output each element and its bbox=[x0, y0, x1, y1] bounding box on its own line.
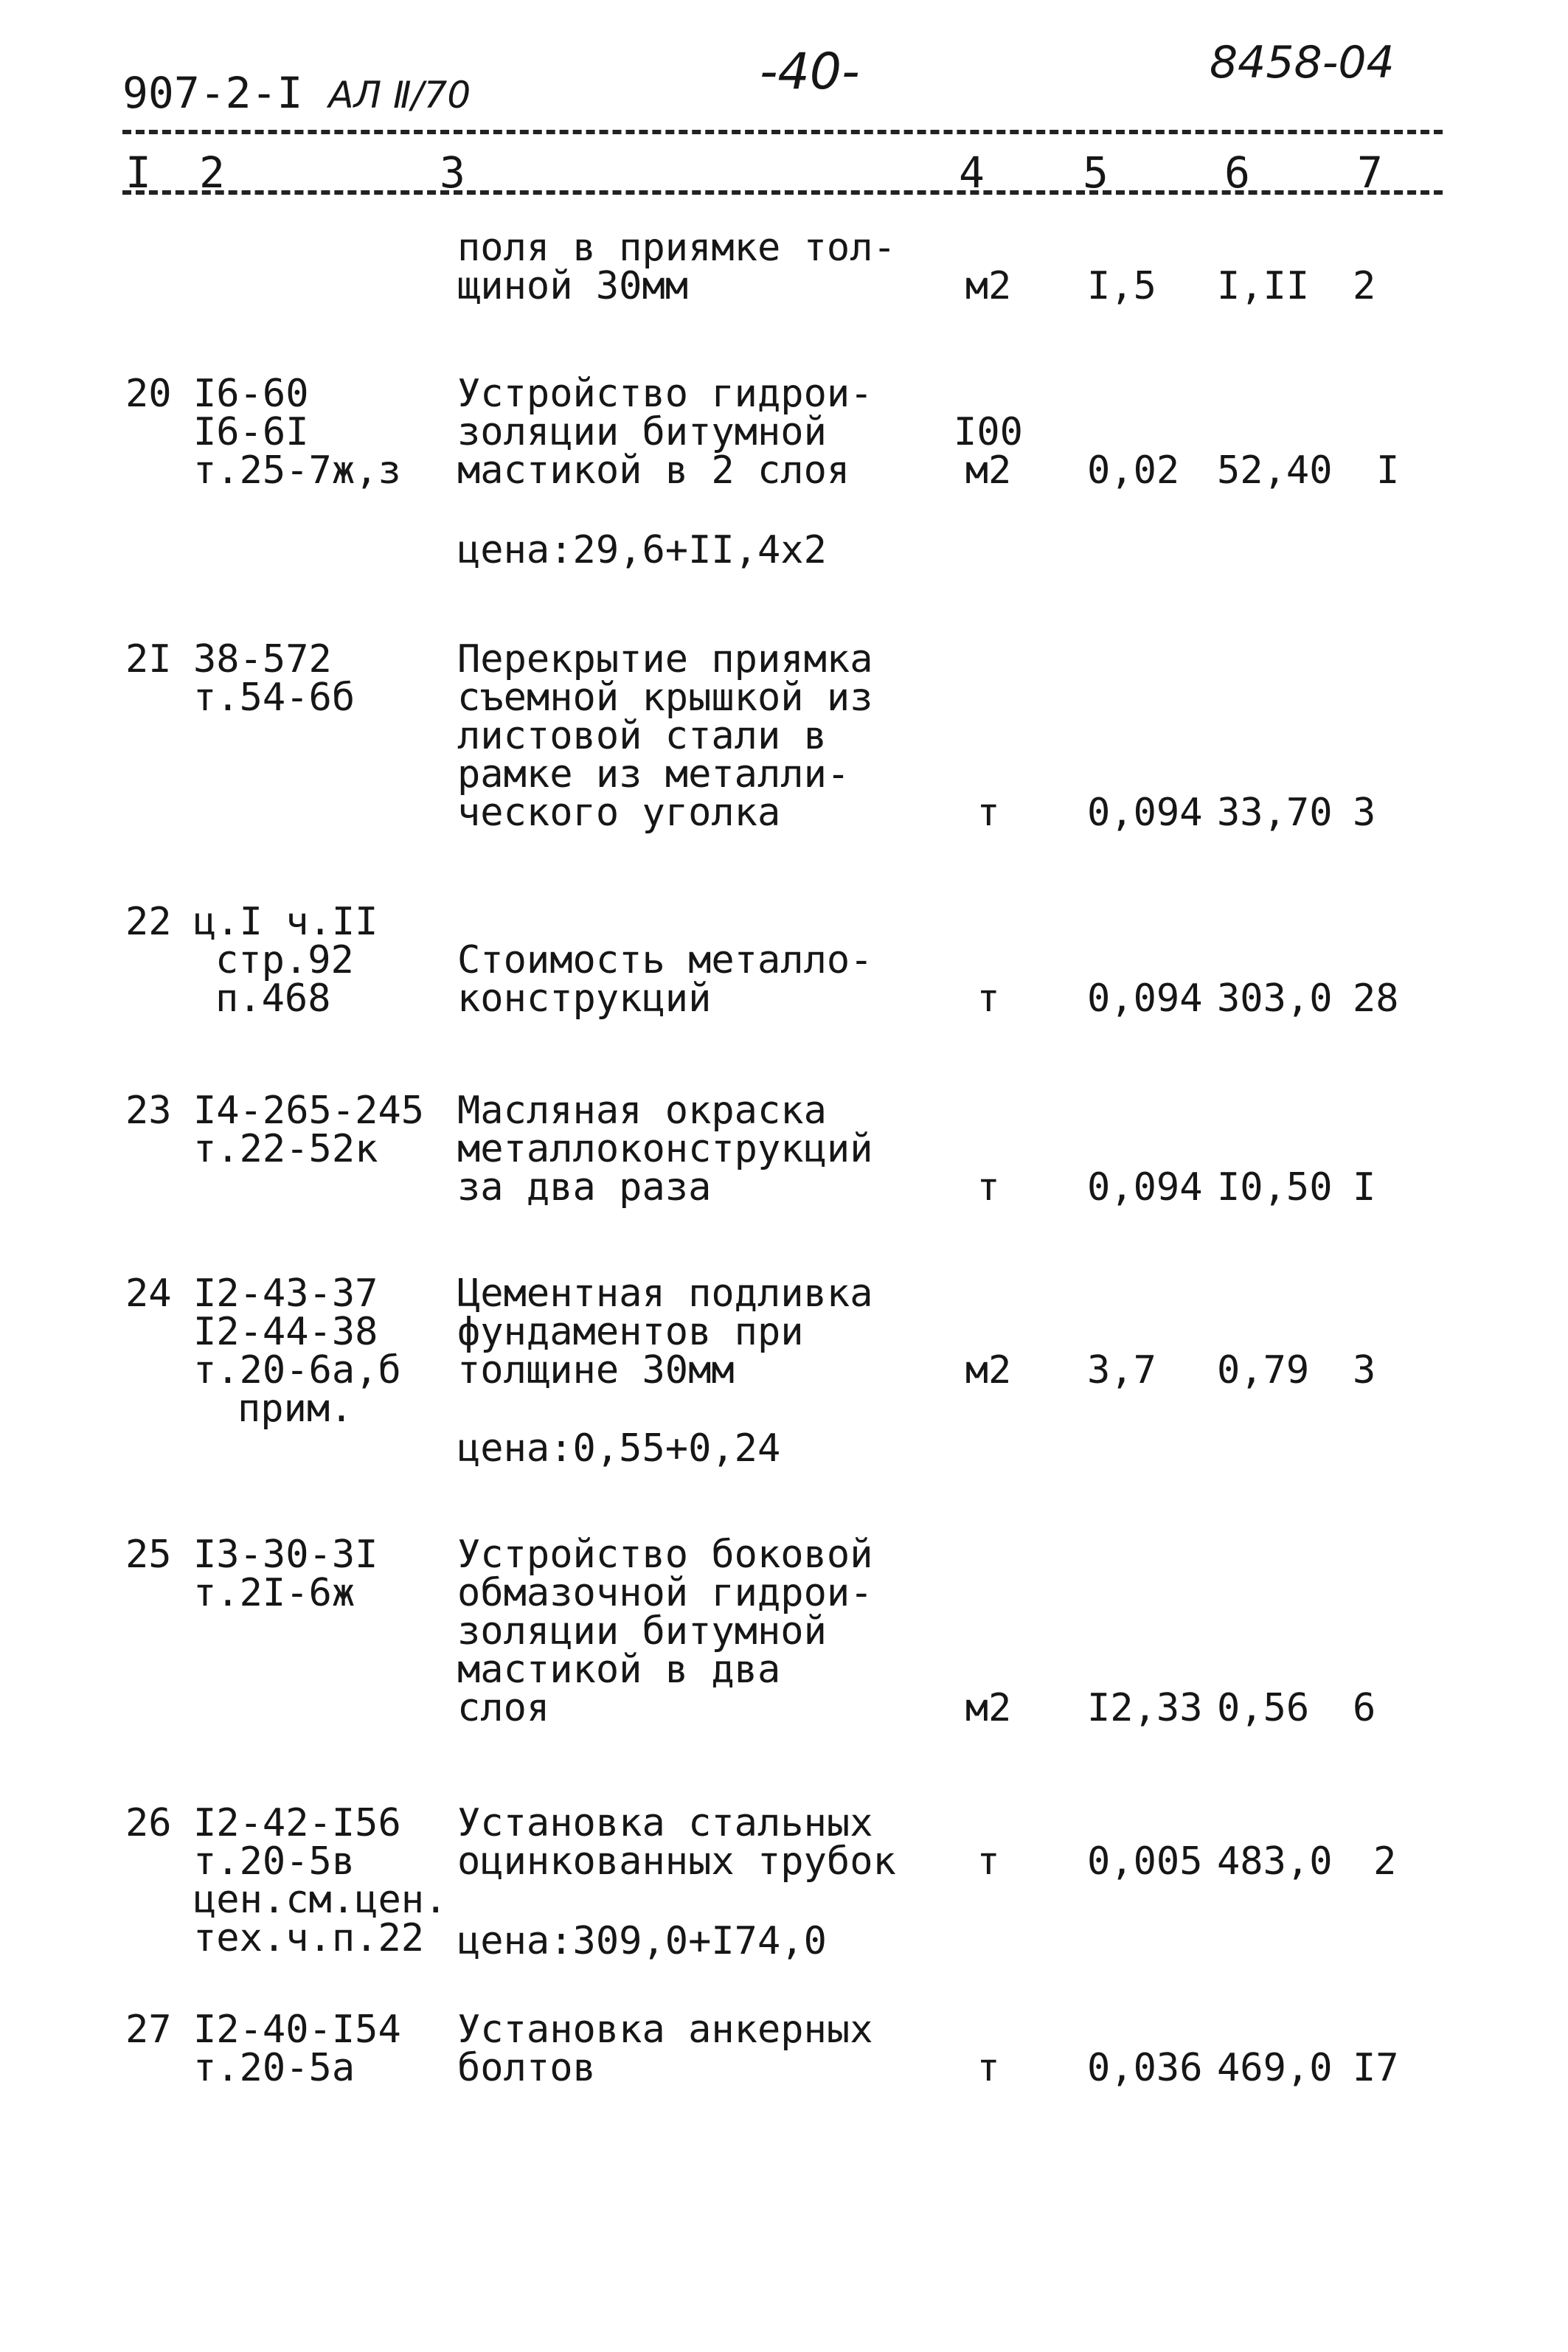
total-cost: I bbox=[1353, 1165, 1376, 1210]
unit bbox=[951, 791, 1025, 835]
row-number: 27 bbox=[125, 2008, 172, 2052]
column-head-6: 6 bbox=[1224, 148, 1250, 198]
description-line: металлоконструкций bbox=[457, 1127, 873, 1171]
row-number: 24 bbox=[125, 1272, 172, 1316]
unit bbox=[951, 976, 1025, 1021]
description-line: щиной 30мм bbox=[457, 264, 689, 308]
description-line: Перекрытие приямка bbox=[457, 637, 873, 681]
quantity: 0,036 bbox=[1087, 2046, 1203, 2090]
description-line: Устройство боковой bbox=[457, 1533, 873, 1577]
row-number: 26 bbox=[125, 1801, 172, 1845]
description-line: Устройство гидрои- bbox=[457, 372, 873, 416]
reference-line: I6-6I bbox=[193, 410, 309, 454]
unit-line: т bbox=[976, 1839, 1000, 1884]
unit-cost: 0,56 bbox=[1217, 1686, 1310, 1730]
description-line: Установка анкерных bbox=[457, 2008, 873, 2052]
norm-reference bbox=[193, 1533, 378, 1615]
column-head-4: 4 bbox=[959, 148, 985, 198]
quantity: I,5 bbox=[1087, 264, 1156, 308]
description-line: золяции битумной bbox=[457, 410, 827, 454]
quantity: 0,094 bbox=[1087, 791, 1203, 835]
description-line: обмазочной гидрои- bbox=[457, 1571, 873, 1615]
total-cost: I bbox=[1376, 448, 1400, 493]
reference-line: п.468 bbox=[215, 976, 331, 1021]
reference-line: 38-572 bbox=[193, 637, 332, 681]
unit-cost: 33,70 bbox=[1217, 791, 1333, 835]
reference-line: тех.ч.п.22 bbox=[193, 1916, 425, 1960]
row-number: 22 bbox=[125, 900, 172, 944]
unit-cost: 469,0 bbox=[1217, 2046, 1333, 2090]
unit bbox=[951, 264, 1025, 308]
description-line: листовой стали в bbox=[457, 714, 827, 758]
reference-line: I6-60 bbox=[193, 372, 309, 416]
description-line bbox=[457, 903, 873, 941]
work-description bbox=[457, 1089, 873, 1210]
project-code bbox=[122, 68, 471, 118]
work-description bbox=[457, 226, 896, 308]
norm-reference bbox=[193, 1272, 401, 1431]
unit-cost: 483,0 bbox=[1217, 1839, 1333, 1884]
norm-reference bbox=[193, 637, 355, 720]
unit-line: т bbox=[976, 1165, 1000, 1210]
unit-line: т bbox=[976, 2046, 1000, 2090]
norm-reference bbox=[193, 372, 401, 493]
reference-line: стр.92 bbox=[215, 938, 354, 982]
price-note: цена:309,0+I74,0 bbox=[457, 1919, 827, 1963]
description-line: поля в приямке тол- bbox=[457, 226, 896, 270]
reference-line: прим. bbox=[237, 1387, 353, 1431]
reference-line: I2-40-I54 bbox=[193, 2008, 401, 2052]
row-number: 25 bbox=[125, 1533, 172, 1577]
unit-cost: 0,79 bbox=[1217, 1348, 1310, 1392]
description-line: Установка стальных bbox=[457, 1801, 873, 1845]
reference-line: т.20-5а bbox=[193, 2046, 355, 2090]
reference-line: I4-265-245 bbox=[193, 1089, 425, 1133]
project-code-text: 907-2-I bbox=[122, 68, 303, 118]
total-cost: 2 bbox=[1353, 264, 1376, 308]
reference-line: ц.I ч.II bbox=[193, 900, 378, 944]
unit-line: м2 bbox=[965, 1348, 1012, 1392]
quantity: 3,7 bbox=[1087, 1348, 1156, 1392]
reference-line: т.2I-6ж bbox=[193, 1571, 355, 1615]
reference-line: I2-43-37 bbox=[193, 1272, 378, 1316]
header-divider bbox=[122, 130, 1443, 134]
reference-line: I2-44-38 bbox=[193, 1310, 378, 1354]
column-head-3: 3 bbox=[440, 148, 465, 198]
total-cost: 28 bbox=[1353, 976, 1399, 1021]
unit bbox=[951, 1839, 1025, 1884]
unit bbox=[951, 410, 1025, 493]
description-line: мастикой в 2 слоя bbox=[457, 448, 850, 493]
description-line: Масляная окраска bbox=[457, 1089, 827, 1133]
reference-line: цен.см.цен. bbox=[193, 1878, 448, 1922]
unit bbox=[951, 1686, 1025, 1730]
unit-cost: I0,50 bbox=[1217, 1165, 1333, 1210]
unit-line: т bbox=[976, 791, 1000, 835]
price-note: цена:29,6+II,4х2 bbox=[457, 528, 827, 572]
norm-reference bbox=[193, 1801, 448, 1960]
page-number: -40- bbox=[760, 43, 860, 101]
norm-reference bbox=[193, 2008, 401, 2090]
reference-line: т.22-52к bbox=[193, 1127, 378, 1171]
reference-line: т.54-6б bbox=[193, 676, 355, 720]
reference-line: т.25-7ж,з bbox=[193, 448, 401, 493]
description-line: съемной крышкой из bbox=[457, 676, 873, 720]
price-note: цена:0,55+0,24 bbox=[457, 1426, 781, 1471]
unit-line: м2 bbox=[965, 448, 1012, 493]
reference-line: т.20-5в bbox=[193, 1839, 355, 1884]
description-line: золяции битумной bbox=[457, 1609, 827, 1654]
description-line: фундаментов при bbox=[457, 1310, 804, 1354]
norm-reference bbox=[193, 1089, 425, 1171]
unit-line: м2 bbox=[965, 1686, 1012, 1730]
description-line: ческого уголка bbox=[457, 791, 781, 835]
unit-line: I00 bbox=[954, 410, 1023, 454]
work-description bbox=[457, 1533, 873, 1730]
description-line: Цементная подливка bbox=[457, 1272, 873, 1316]
quantity: 0,094 bbox=[1087, 1165, 1203, 1210]
unit-cost: 303,0 bbox=[1217, 976, 1333, 1021]
quantity: 0,094 bbox=[1087, 976, 1203, 1021]
column-head-1: I bbox=[125, 148, 151, 198]
description-line: толщине 30мм bbox=[457, 1348, 735, 1392]
total-cost: 3 bbox=[1353, 791, 1376, 835]
column-head-2: 2 bbox=[199, 148, 225, 198]
work-description bbox=[457, 637, 873, 835]
description-line: мастикой в два bbox=[457, 1648, 781, 1692]
description-line: конструкций bbox=[457, 976, 712, 1021]
album-code: АЛ Ⅱ/70 bbox=[328, 74, 471, 117]
quantity: I2,33 bbox=[1087, 1686, 1203, 1730]
unit bbox=[951, 2046, 1025, 2090]
row-number: 20 bbox=[125, 372, 172, 416]
column-head-7: 7 bbox=[1357, 148, 1383, 198]
unit-line: т bbox=[976, 976, 1000, 1021]
unit-cost: 52,40 bbox=[1217, 448, 1333, 493]
unit-cost: I,II bbox=[1217, 264, 1310, 308]
column-head-divider bbox=[122, 190, 1443, 195]
reference-line: т.20-6а,б bbox=[193, 1348, 401, 1392]
total-cost: 3 bbox=[1353, 1348, 1376, 1392]
row-number: 23 bbox=[125, 1089, 172, 1133]
unit bbox=[951, 1165, 1025, 1210]
column-head-5: 5 bbox=[1083, 148, 1109, 198]
work-description bbox=[457, 1274, 873, 1390]
work-description bbox=[457, 1801, 896, 1884]
row-number: 2I bbox=[125, 637, 172, 681]
archive-number: 8458-04 bbox=[1210, 37, 1395, 89]
unit-line: м2 bbox=[965, 264, 1012, 308]
norm-reference bbox=[193, 900, 378, 1021]
description-line: оцинкованных трубок bbox=[457, 1839, 896, 1884]
reference-line: I3-30-3I bbox=[193, 1533, 378, 1577]
unit bbox=[951, 1348, 1025, 1392]
description-line: болтов bbox=[457, 2046, 596, 2090]
reference-line: I2-42-I56 bbox=[193, 1801, 401, 1845]
total-cost: 6 bbox=[1353, 1686, 1376, 1730]
total-cost: I7 bbox=[1353, 2046, 1399, 2090]
description-line: рамке из металли- bbox=[457, 752, 850, 797]
quantity: 0,005 bbox=[1087, 1839, 1203, 1884]
quantity: 0,02 bbox=[1087, 448, 1180, 493]
description-line: за два раза bbox=[457, 1165, 712, 1210]
total-cost: 2 bbox=[1373, 1839, 1397, 1884]
work-description bbox=[457, 903, 873, 1021]
description-line: слоя bbox=[457, 1686, 550, 1730]
work-description bbox=[457, 372, 873, 493]
work-description bbox=[457, 2008, 873, 2090]
description-line: Стоимость металло- bbox=[457, 938, 873, 982]
